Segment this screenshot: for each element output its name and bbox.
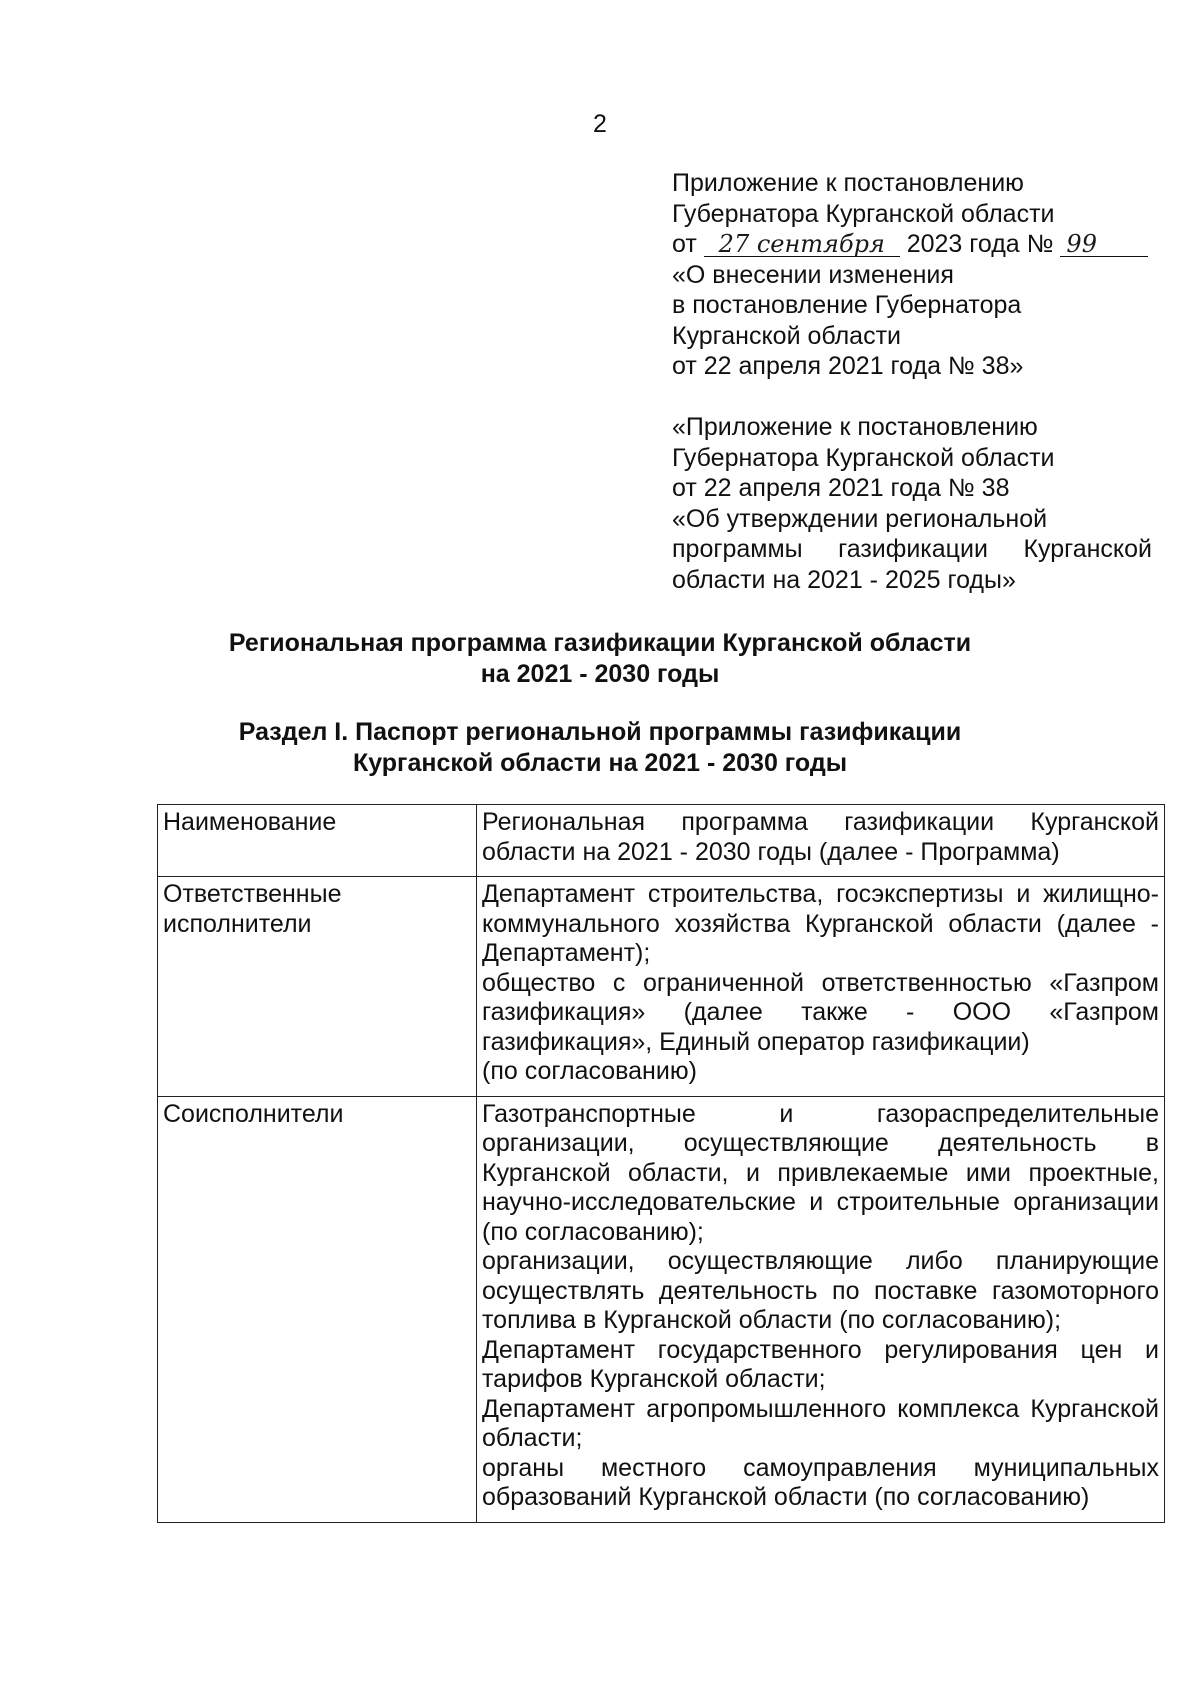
handwritten-number: 99 [1060,232,1148,257]
appendix-line: «Приложение к постановлению [672,413,1038,441]
appendix-line: Приложение к постановлению [672,169,1024,197]
row-label: Соисполнители [158,1096,477,1522]
date-prefix: от [672,230,697,258]
page-number: 2 [593,110,607,138]
value-paragraph: Газотранспортные и газораспределительные организации, осуществляющие деятельность в Курганской области, и привлекаемые ими проектные, научно-исследовательские и строительные организации (по согласованию); [482,1099,1159,1246]
appendix-reference-original [672,412,1152,595]
appendix-line: Губернатора Курганской области [672,443,1055,472]
appendix-line: области на 2021 - 2025 годы» [672,565,1016,594]
value-paragraph: Департамент государственного регулирования цен и тарифов Курганской области; [482,1335,1159,1393]
appendix-line: Курганской области [672,321,902,350]
appendix-line: от 22 апреля 2021 года № 38 [672,474,1010,502]
value-paragraph: организации, осуществляющие либо планирующие осуществлять деятельность по поставке газомоторного топлива в Курганской области (по согласованию); [482,1247,1159,1334]
value-paragraph: Региональная программа газификации Курганской области на 2021 - 2030 годы (далее - Программа) [482,808,1159,866]
passport-table [157,804,1165,1523]
appendix-reference-current [672,168,1152,382]
appendix-line: программы газификации Курганской [672,535,1152,563]
value-paragraph: общество с ограниченной ответственностью «Газпром газификация» (далее также - ООО «Газпром газификация», Единый оператор газификации) [482,968,1159,1056]
value-paragraph: Департамент строительства, госэкспертизы и жилищно-коммунального хозяйства Курганской области (далее - Департамент); [482,880,1159,967]
value-paragraph: (по согласованию) [482,1057,697,1085]
program-title-line: на 2021 - 2030 годы [480,660,720,688]
appendix-line: Губернатора Курганской области [672,199,1055,228]
table-row [158,805,1165,877]
row-value [477,1096,1165,1522]
program-title [0,628,1200,690]
appendix-date-line [672,229,1152,260]
row-value [477,805,1165,877]
date-suffix: 2023 года № [906,230,1054,258]
section-title-line: Раздел I. Паспорт региональной программы газификации [238,718,962,746]
appendix-line: «Об утверждении региональной [672,504,1048,533]
appendix-line: от 22 апреля 2021 года № 38» [672,352,1024,380]
section-title-line: Курганской области на 2021 - 2030 годы [352,749,848,777]
program-title-line: Региональная программа газификации Курганской области [228,629,972,657]
row-value [477,877,1165,1097]
row-label: Ответственные исполнители [158,877,477,1097]
table-row [158,877,1165,1097]
appendix-line: в постановление Губернатора [672,291,1022,319]
value-paragraph: Департамент агропромышленного комплекса Курганской области; [482,1394,1159,1452]
row-label: Наименование [158,805,477,877]
handwritten-date: 27 сентября [704,232,900,257]
appendix-line: «О внесении изменения [672,260,954,289]
table-row [158,1096,1165,1522]
section-title [0,717,1200,779]
value-paragraph: органы местного самоуправления муниципальных образований Курганской области (по согласованию) [482,1453,1159,1511]
